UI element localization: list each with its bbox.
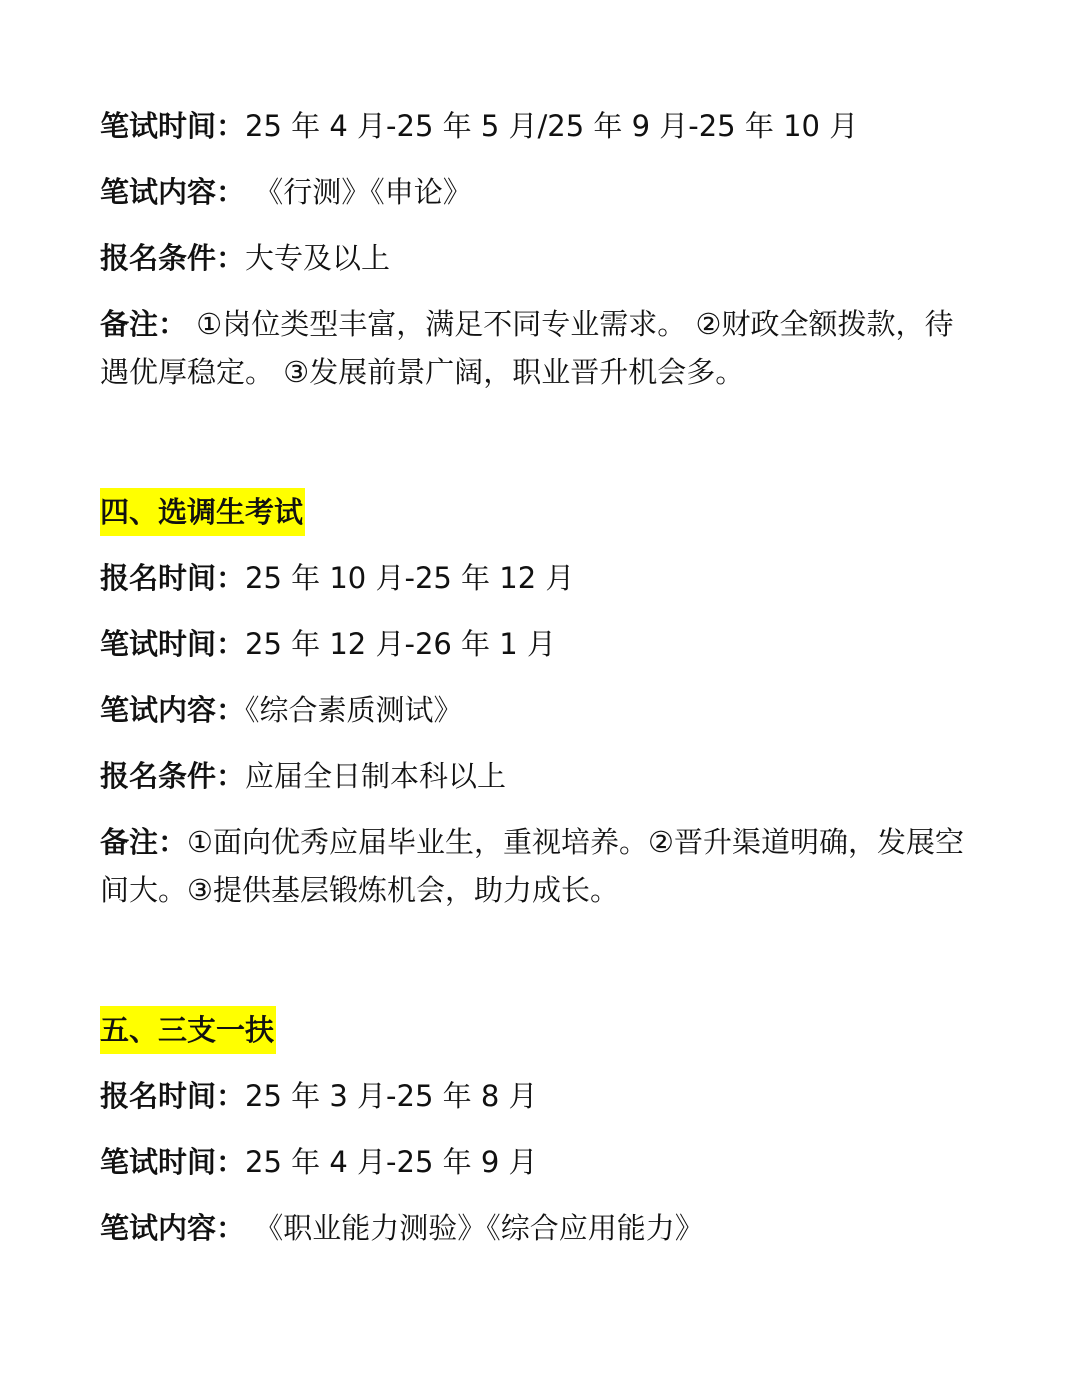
row-value: 25 年 4 月-25 年 9 月 <box>245 1145 538 1179</box>
registration-time-row <box>100 554 980 602</box>
row-label: 笔试内容： <box>100 693 246 727</box>
row-value: 《综合素质测试》 <box>245 693 463 727</box>
note-text: ①岗位类型丰富，满足不同专业需求。 ②财政全额拨款，待遇优厚稳定。 ③发展前景广阔，职业晋升机会多。 <box>100 307 954 389</box>
row-value: 25 年 4 月-25 年 5 月/25 年 9 月-25 年 10 月 <box>245 109 859 143</box>
row-value: 25 年 12 月-26 年 1 月 <box>245 627 556 661</box>
row-value: 25 年 10 月-25 年 12 月 <box>245 561 575 595</box>
row-label: 报名时间： <box>100 1079 246 1113</box>
registration-time-row <box>100 1072 980 1120</box>
registration-condition-row <box>100 752 980 800</box>
written-exam-content-row <box>100 168 980 216</box>
row-label: 报名条件： <box>100 759 246 793</box>
row-label: 报名时间： <box>100 561 246 595</box>
row-label: 报名条件： <box>100 241 246 275</box>
row-value: 大专及以上 <box>245 241 391 275</box>
row-label: 笔试时间： <box>100 109 246 143</box>
written-exam-content-row <box>100 1204 980 1252</box>
row-label: 笔试时间： <box>100 1145 246 1179</box>
section-heading-selected-graduates: 四、选调生考试 <box>100 488 305 536</box>
section-heading-three-supports: 五、三支一扶 <box>100 1006 276 1054</box>
row-value: 25 年 3 月-25 年 8 月 <box>245 1079 538 1113</box>
note-paragraph <box>100 300 980 396</box>
row-label: 笔试时间： <box>100 627 246 661</box>
written-exam-time-row <box>100 102 980 150</box>
note-text: ①面向优秀应届毕业生，重视培养。②晋升渠道明确，发展空间大。③提供基层锻炼机会，助力成长。 <box>100 825 965 907</box>
written-exam-time-row <box>100 1138 980 1186</box>
row-value: 应届全日制本科以上 <box>245 759 507 793</box>
note-paragraph <box>100 818 980 914</box>
row-value: 《职业能力测验》《综合应用能力》 <box>245 1211 704 1245</box>
row-value: 《行测》《申论》 <box>245 175 472 209</box>
registration-condition-row <box>100 234 980 282</box>
note-label: 备注： <box>100 307 188 341</box>
written-exam-content-row <box>100 686 980 734</box>
row-label: 笔试内容： <box>100 175 246 209</box>
row-label: 笔试内容： <box>100 1211 246 1245</box>
written-exam-time-row <box>100 620 980 668</box>
note-label: 备注： <box>100 825 188 859</box>
